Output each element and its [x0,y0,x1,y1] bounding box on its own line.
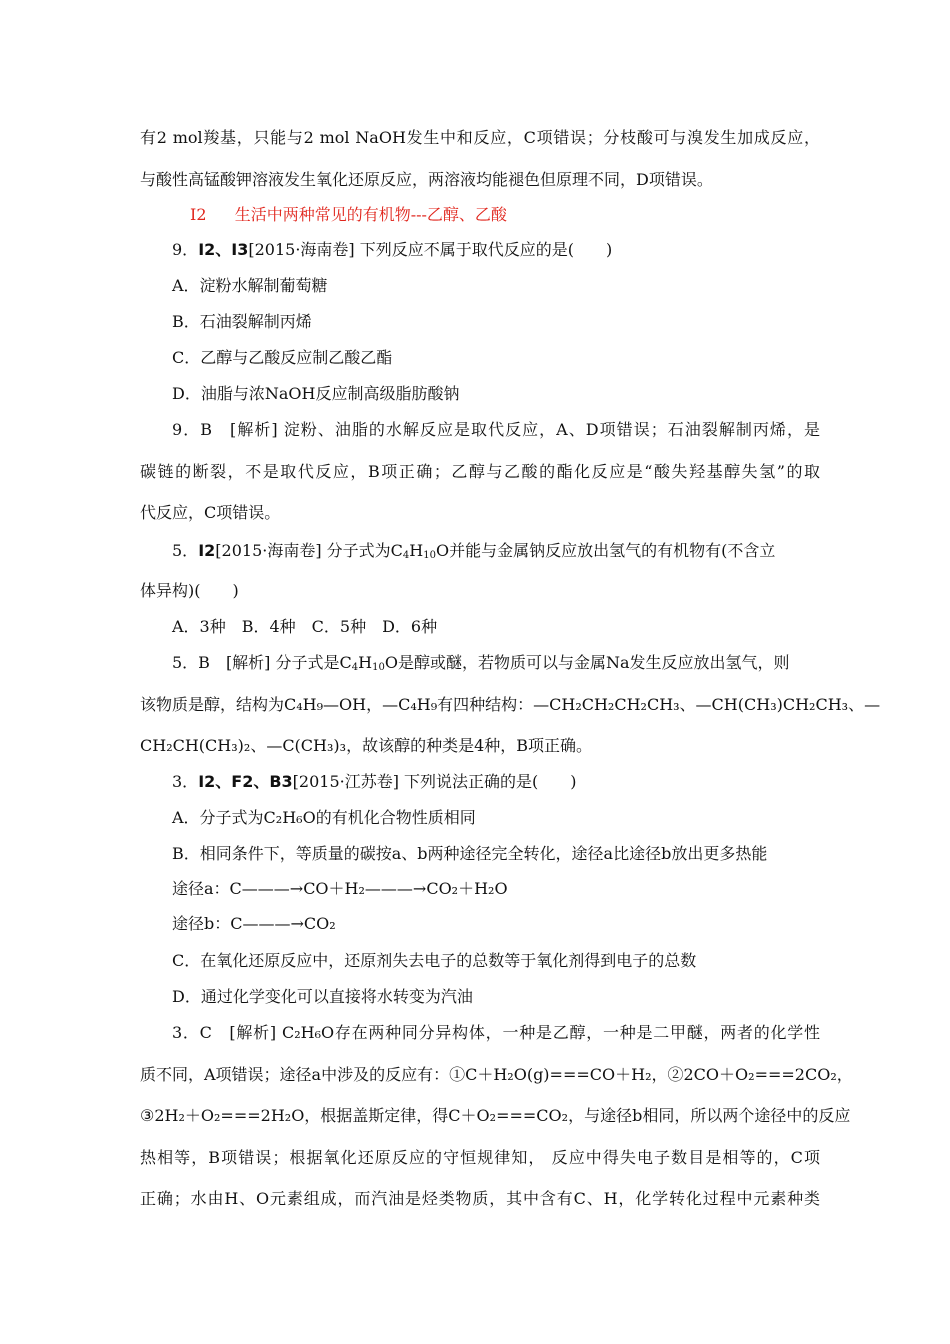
section-code: I2 [190,205,207,224]
q3-answer-line-4: 热相等，B项错误；根据氧化还原反应的守恒规律知， 反应中得失电子数目是相等的，C项 [140,1148,820,1167]
q5-answer-line-1: 5．B [解析] 分子式是$C_4H_{10}O$是醇或醚，若物质可以与金属Na发生反应放出氢气，则 [172,653,790,673]
q9-source: [2015·海南卷] 下列反应不属于取代反应的是( ) [248,240,613,259]
q5-options: A．3种 B．4种 C．5种 D．6种 [172,617,438,636]
q3-path-b: 途径b：C———→CO₂ [172,914,336,933]
q9-option-c: C．乙醇与乙酸反应制乙酸乙酯 [172,348,393,367]
q9-answer-line-2: 碳链的断裂，不是取代反应，B项正确；乙醇与乙酸的酯化反应是“酸失羟基醇失氢”的取 [140,462,820,481]
q3-answer-line-1: 3．C [解析] C₂H₆O存在两种同分异构体，一种是乙醇，一种是二甲醚，两者的化学性 [172,1023,820,1042]
intro-line-1: 有2 mol羧基，只能与2 mol NaOH发生中和反应，C项错误；分枝酸可与溴发生加成反应， [140,128,820,147]
q9-option-d: D．油脂与浓NaOH反应制高级脂肪酸钠 [172,384,460,403]
q9-stem [172,240,852,260]
q9-option-a: A．淀粉水解制葡萄糖 [172,276,328,295]
q3-path-a: 途径a：C———→CO＋H₂———→CO₂＋H₂O [172,879,508,898]
section-title: 生活中两种常见的有机物---乙醇、乙酸 [234,205,507,224]
q9-answer-line-3: 代反应，C项错误。 [140,503,281,522]
q3-source: [2015·江苏卷] 下列说法正确的是( ) [292,772,577,791]
q5-stem-line-2: 体异构)( ) [140,581,239,600]
q9-answer-line-1: 9．B [解析] 淀粉、油脂的水解反应是取代反应，A、D项错误；石油裂解制丙烯，是 [172,420,820,439]
q3-stem [172,772,852,792]
q5-answer-line-3: CH₂CH(CH₃)₂、—C(CH₃)₃，故该醇的种类是4种，B项正确。 [140,736,593,755]
q5-number: 5． [172,541,199,560]
q3-option-d: D．通过化学变化可以直接将水转变为汽油 [172,987,473,1006]
q3-answer-line-5: 正确；水由H、O元素组成，而汽油是烃类物质，其中含有C、H，化学转化过程中元素种类 [140,1189,820,1208]
q9-option-b: B．石油裂解制丙烯 [172,312,312,331]
q3-number: 3． [172,772,199,791]
q3-tag: I2、F2、B3 [198,772,293,791]
q3-answer-line-3: ③2H₂＋O₂===2H₂O，根据盖斯定律，得C＋O₂===CO₂，与途径b相同，所以两个途径中的反应 [140,1106,851,1125]
q9-tag: I2、I3 [198,240,249,259]
q5-stem: 5．I2[2015·海南卷] 分子式为$C_4H_{10}O$并能与金属钠反应放出氢气的有机物有(不含立 [172,541,776,561]
q3-option-c: C．在氧化还原反应中，还原剂失去电子的总数等于氧化剂得到电子的总数 [172,951,697,970]
q3-answer-line-2: 质不同，A项错误；途径a中涉及的反应有：①C＋H₂O(g)===CO＋H₂，②2CO＋O₂===2CO₂， [140,1065,853,1084]
intro-line-2: 与酸性高锰酸钾溶液发生氧化还原反应，两溶液均能褪色但原理不同，D项错误。 [140,170,713,189]
q5-answer-line-2: 该物质是醇，结构为C₄H₉—OH，—C₄H₉有四种结构：—CH₂CH₂CH₂CH₃、—CH(CH₃)CH₂CH₃、— [140,695,881,714]
q3-option-a: A．分子式为C₂H₆O的有机化合物性质相同 [172,808,476,827]
q9-number: 9． [172,240,199,259]
q5-tag: I2 [198,541,216,560]
q3-option-b: B．相同条件下，等质量的碳按a、b两种途径完全转化，途径a比途径b放出更多热能 [172,844,768,863]
section-heading [190,205,870,225]
